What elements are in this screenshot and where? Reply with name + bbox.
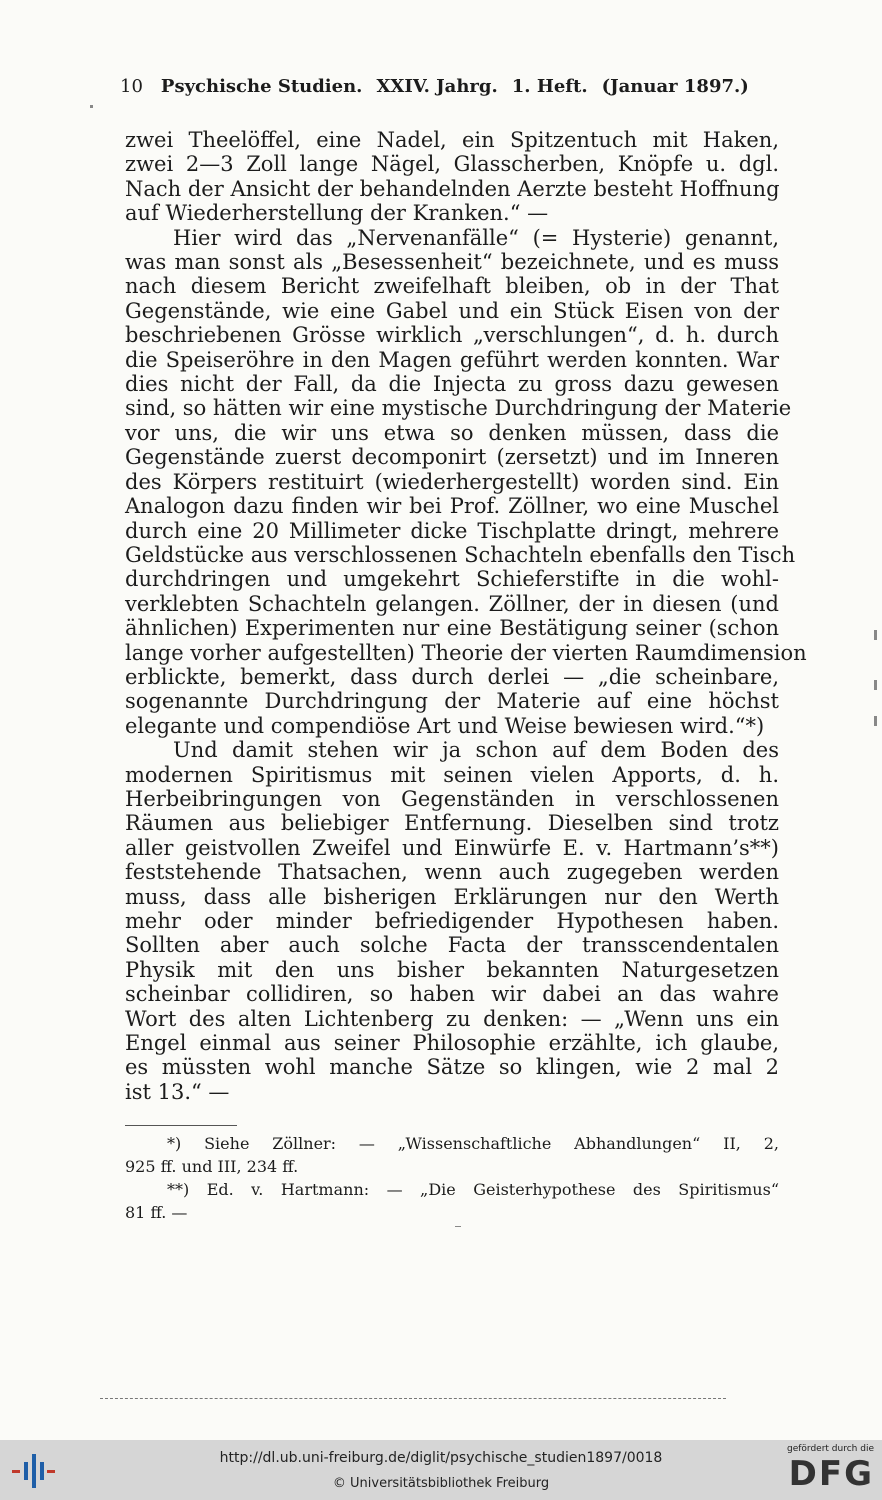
source-url[interactable]: http://dl.ub.uni-freiburg.de/diglit/psychische_studien1897/0018 (219, 1450, 663, 1466)
text-line: auf Wiederherstellung der Kranken.“ — (125, 201, 549, 226)
footnotes (125, 1132, 779, 1224)
text-line: nach diesem Bericht zweifelhaft bleiben, ob in der That (125, 274, 779, 299)
footnote-separator (125, 1125, 237, 1126)
scan-speck (90, 105, 93, 108)
text-line: was man sonst als „Besessenheit“ bezeichnete, und es muss (125, 250, 779, 275)
footnote-line: **) Ed. v. Hartmann: — „Die Geisterhypothese des Spiritismus“ (167, 1180, 779, 1199)
text-line: Und damit stehen wir ja schon auf dem Boden des (173, 738, 779, 763)
viewer-footer (0, 1440, 882, 1500)
text-line: Physik mit den uns bisher bekannten Naturgesetzen (125, 957, 779, 982)
text-line: Räumen aus beliebiger Entfernung. Dieselben sind trotz (125, 811, 779, 836)
text-line: ist 13.“ — (125, 1079, 230, 1104)
footnote-line: 81 ff. — (125, 1203, 188, 1222)
text-line: Herbeibringungen von Gegenständen in verschlossenen (125, 786, 779, 811)
text-line: zwei Theelöffel, eine Nadel, ein Spitzentuch mit Haken, (125, 128, 779, 152)
text-line: vor uns, die wir uns etwa so denken müssen, dass die (125, 420, 779, 445)
dfg-wordmark: DFG (788, 1454, 874, 1494)
footnote-line: *) Siehe Zöllner: — „Wissenschaftliche Abhandlungen“ II, 2, (167, 1134, 779, 1153)
text-line: elegante und compendiöse Art und Weise bewiesen wird.“*) (125, 713, 765, 738)
text-line: sogenannte Durchdringung der Materie auf eine höchst (125, 689, 779, 714)
text-line: Nach der Ansicht der behandelnden Aerzte besteht Hoffnung (125, 176, 780, 201)
text-line: erblickte, bemerkt, dass durch derlei — „die scheinbare, (125, 664, 779, 689)
text-line: sind, so hätten wir eine mystische Durchdringung der Materie (125, 396, 792, 421)
text-line: Gegenstände zuerst decomponirt (zersetzt) und im Inneren (125, 445, 779, 470)
text-line: es müssten wohl manche Sätze so klingen, wie 2 mal 2 (125, 1055, 779, 1080)
text-line: Gegenstände, wie eine Gabel und ein Stück Eisen von der (125, 298, 779, 323)
text-line: Sollten aber auch solche Facta der transscendentalen (125, 933, 779, 958)
scan-speck (874, 716, 877, 726)
journal-title: Psychische Studien. (160, 76, 363, 97)
text-line: Wort des alten Lichtenberg zu denken: — „Wenn uns ein (125, 1006, 779, 1031)
page-number: 10 (120, 76, 143, 97)
page-edge-line (100, 1398, 726, 1399)
text-line: beschriebenen Grösse wirklich „verschlungen“, d. h. durch (125, 323, 779, 348)
text-line: Engel einmal aus seiner Philosophie erzählte, ich glaube, (125, 1031, 779, 1056)
text-line: durch eine 20 Millimeter dicke Tischplatte dringt, mehrere (125, 518, 779, 543)
volume-label: XXIV. Jahrg. (376, 76, 498, 97)
text-line: Hier wird das „Nervenanfälle“ (= Hysterie) genannt, (173, 225, 779, 250)
text-line: scheinbar collidiren, so haben wir dabei an das wahre (125, 982, 779, 1007)
text-line: feststehende Thatsachen, wenn auch zugegeben werden (125, 860, 779, 885)
body-text (125, 128, 807, 1104)
scan-speck (874, 630, 877, 640)
copyright-notice: © Universitätsbibliothek Freiburg (332, 1476, 550, 1491)
text-line: verklebten Schachteln gelangen. Zöllner, der in diesen (und (125, 591, 779, 616)
footnote-line: 925 ff. und III, 234 ff. (125, 1157, 299, 1176)
text-line: dies nicht der Fall, da die Injecta zu gross dazu gewesen (125, 372, 779, 397)
text-line: des Körpers restituirt (wiederhergestellt) worden sind. Ein (125, 469, 779, 494)
text-line: zwei 2—3 Zoll lange Nägel, Glasscherben, Knöpfe u. dgl. (125, 152, 779, 177)
text-line: Analogon dazu finden wir bei Prof. Zöllner, wo eine Muschel (125, 494, 779, 519)
text-line: muss, dass alle bisherigen Erklärungen nur den Werth (125, 884, 779, 909)
issue-date: (Januar 1897.) (601, 76, 749, 97)
text-line: aller geistvollen Zweifel und Einwürfe E. v. Hartmann’s**) (125, 835, 779, 860)
dfg-logo-icon (764, 1444, 874, 1493)
text-line: ähnlichen) Experimenten nur eine Bestätigung seiner (schon (125, 616, 779, 641)
issue-label: 1. Heft. (511, 76, 588, 97)
scan-speck (455, 1226, 461, 1227)
text-line: lange vorher aufgestellten) Theorie der vierten Raumdimension (125, 640, 807, 665)
text-line: mehr oder minder befriedigender Hypothesen haben. (125, 909, 779, 933)
text-line: durchdringen und umgekehrt Schieferstifte in die wohl- (125, 567, 779, 592)
text-line: modernen Spiritismus mit seinen vielen Apports, d. h. (125, 762, 779, 787)
text-line: die Speiseröhre in den Magen geführt werden konnten. War (125, 347, 779, 372)
dfg-tagline: gefördert durch die (787, 1444, 874, 1454)
scan-speck (874, 680, 877, 690)
running-header (120, 76, 780, 97)
text-line: Geldstücke aus verschlossenen Schachteln ebenfalls den Tisch (125, 542, 796, 567)
